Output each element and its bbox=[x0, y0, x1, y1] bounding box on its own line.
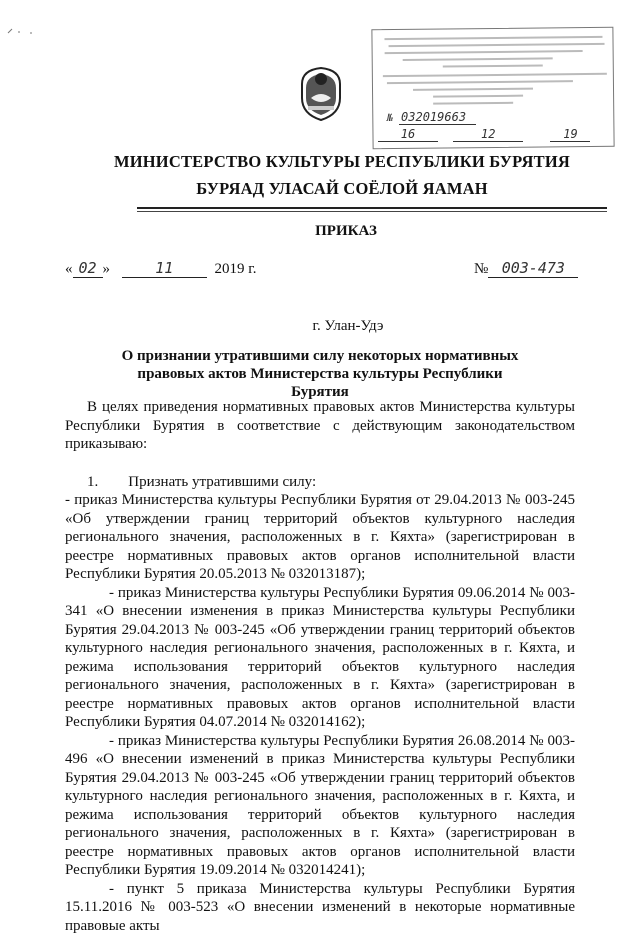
ministry-name-russian: МИНИСТЕРСТВО КУЛЬТУРЫ РЕСПУБЛИКИ БУРЯТИЯ bbox=[22, 152, 640, 172]
corner-mark bbox=[6, 22, 36, 32]
bullet-3: - приказ Министерства культуры Республики Бурятия 26.08.2014 № 003-496 «О внесении изменений в приказ Министерства культуры Республики Бурятия 29.04.2013 № 003-245 «Об утверждении границ территорий объектов культурного наследия регионального значения, расположенных в г. Кяхта, и режима использования территорий объектов культурного наследия регионального значения, расположенных в г. Кяхта» (зарегистрирован в реестре нормативных правовых актов органов исполнительной власти Республики Бурятия 19.09.2014 № 032014241); bbox=[65, 732, 575, 880]
order-day: 02 bbox=[73, 259, 103, 278]
order-body bbox=[65, 398, 575, 935]
bullet-1: - приказ Министерства культуры Республики Бурятия от 29.04.2013 № 003-245 «Об утверждении границ территорий объектов культурного наследия регионального значения, расположенных в г. Кяхта» (зарегистрирован в реестре нормативных правовых актов органов исполнительной власти Республики Бурятия 20.05.2013 № 032013187); bbox=[65, 491, 575, 584]
order-month: 11 bbox=[122, 259, 207, 278]
preamble: В целях приведения нормативных правовых актов Министерства культуры Республики Бурятия в соответствие с действующим законодательством приказываю: bbox=[65, 398, 575, 454]
order-number-value: 003-473 bbox=[488, 259, 578, 278]
order-subject: О признании утратившими силу некоторых нормативных правовых актов Министерства культуры Республики Бурятия bbox=[110, 347, 530, 401]
order-year: 2019 г. bbox=[215, 261, 257, 277]
bullet-4: - пункт 5 приказа Министерства культуры Республики Бурятия 15.11.2016 № 003-523 «О внесении изменений в некоторые нормативные правовые акты bbox=[65, 880, 575, 935]
item-1: 1. Признать утратившими силу: bbox=[65, 473, 575, 492]
header-rule bbox=[137, 207, 607, 209]
order-number: № 003-473 bbox=[474, 259, 578, 278]
stamp-registration-date bbox=[378, 127, 590, 142]
stamp-day: 16 bbox=[378, 127, 438, 142]
city: г. Улан-Удэ bbox=[28, 318, 640, 335]
stamp-number-prefix: № bbox=[387, 113, 393, 124]
order-title: ПРИКАЗ bbox=[26, 223, 640, 240]
order-date: « 02 » 11 2019 г. bbox=[65, 259, 256, 278]
bullet-2: - приказ Министерства культуры Республики Бурятия 09.06.2014 № 003-341 «О внесении изменения в приказ Министерства культуры Республики Бурятия 29.04.2013 № 003-245 «Об утверждении границ территорий объектов культурного наследия регионального значения, расположенных в г. Кяхта, и режима использования территорий объектов культурного наследия регионального значения, расположенных в г. Кяхта» (зарегистрирован в реестре нормативных правовых актов органов исполнительной власти Республики Бурятия 04.07.2014 № 032014162); bbox=[65, 584, 575, 732]
header-rule-thin bbox=[137, 211, 607, 212]
ministry-name-buryat: БУРЯАД УЛАСАЙ СОЁЛОЙ ЯАМАН bbox=[22, 179, 640, 199]
stamp-year: 19 bbox=[550, 127, 590, 142]
coat-of-arms-emblem bbox=[296, 64, 346, 122]
stamp-registration-number: № 032019663 bbox=[387, 110, 476, 124]
stamp-month: 12 bbox=[453, 127, 523, 142]
